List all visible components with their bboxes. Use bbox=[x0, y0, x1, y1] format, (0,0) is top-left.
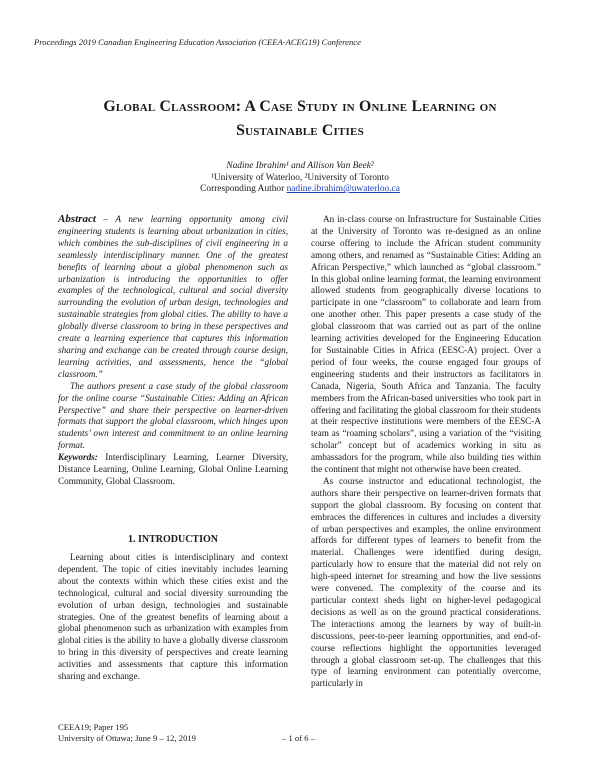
proceedings-header: Proceedings 2019 Canadian Engineering Education Association (CEEA-ACEG19) Conference bbox=[34, 37, 361, 47]
title-line-1: Global Classroom: A Case Study in Online Learning on bbox=[103, 98, 497, 115]
page-footer bbox=[58, 722, 542, 744]
keywords-text: Interdisciplinary Learning, Learner Diversity, Distance Learning, Online Learning, Global Online Learning Community, Global Classroom. bbox=[58, 452, 288, 486]
abstract-paragraph-1: – A new learning opportunity among civil engineering students is learning about urbanization in cities, which combines the sub-disciplines of civil engineering in a seamlessly interdisciplinary manner. One of the greatest benefits of learning about a global phenomenon such as urbanization is introducing the opportunities to offer examples of the technological, cultural and social diversity surrounding the evolution of urban design, technologies and sustainable strategies from global cities. The ability to have a globally diverse classroom to bring in these perspectives and create a learning experience that captures this information sharing and exchange can be created through course design, learning activities, and assessments, hence the “global classroom.” bbox=[58, 214, 288, 379]
right-paragraph-2: As course instructor and educational technologist, the authors share their perspective on learner-driven formats that support the global classroom. By focusing on content that embraces the differences in cultures and includes a diversity of urban perspectives and examples, the online environment affords for different types of learners to benefit from the material. Challenges were identified during design, particularly how to ensure that the material did not rely on high-speed internet for streaming and how the live sessions were convened. The complexity of the course and its particular context sheds light on higher-level pedagogical decisions as well as on the ground practical considerations. The interactions among the learners by way of built-in discussions, peer-to-peer learning opportunities, and end-of-course reflections highlight the opportunities leveraged through a global classroom set-up. The challenges that this type of learning environment can potentially overcome, particularly in bbox=[311, 475, 541, 689]
author-affiliations: ¹University of Waterloo, ²University of Toronto bbox=[211, 172, 389, 183]
author-names: Nadine Ibrahim¹ and Allison Van Beek² bbox=[226, 161, 374, 171]
abstract-label: Abstract bbox=[58, 213, 96, 225]
section-heading-introduction: 1. INTRODUCTION bbox=[127, 534, 218, 545]
right-paragraph-1: An in-class course on Infrastructure for Sustainable Cities at the University of Toronto was re-designed as an online course offering to include the African student community among others, and renamed as “Sustainable Cities: Adding an African Perspective,” which launched as “global classroom.” In this global online learning format, the learning environment allowed students from geographically diverse locations to participate in one “classroom” to collaborate and learn from one another other. This paper presents a case study of the global classroom that was carried out as part of the online learning activities developed for the Engineering Education for Sustainable Cities in Africa (EESC-A) project. Over a period of four weeks, the course engaged four groups of engineering students and their instructors as facilitators in Canada, Nigeria, South Africa and Tanzania. The faculty members from the African-based universities who took part in offering and facilitating the global classroom for their students at their respective institutions were members of the EESC-A team as “roaming scholars”, using a variation of the “visiting scholar” concept but of academics working in situ as ambassadors for the program, while also building ties within the continent that might not otherwise have been created. bbox=[311, 214, 541, 475]
footer-paper-id: CEEA19; Paper 195 bbox=[58, 722, 129, 732]
paper-title bbox=[40, 95, 560, 143]
corresponding-label: Corresponding Author bbox=[200, 184, 285, 195]
abstract-section bbox=[58, 214, 288, 452]
introduction-paragraph-1: Learning about cities is interdisciplinary and context dependent. The topic of cities inevitably includes learning about the contexts within which these cities exist and the technological, cultural and social diversity surrounding the evolution of urban design, technologies and sustainable strategies. One of the greatest benefits of learning about a global phenomenon such as urbanization with examples from global cities is the ability to have a globally diverse classroom to bring in this diversity of perspectives and create learning activities and assessments that capture this information sharing and exchange. bbox=[58, 552, 288, 682]
introduction-section bbox=[58, 552, 288, 683]
abstract-paragraph-2: The authors present a case study of the global classroom for the online course “Sustainable Cities: Adding an African Perspective” and share their perspective on learner-driven formats that support the global classroom, which hinges upon students’ own interest and commitment to an online learning format. bbox=[58, 380, 288, 451]
footer-venue: University of Ottawa; June 9 – 12, 2019 bbox=[58, 733, 196, 743]
right-column bbox=[311, 214, 541, 690]
title-line-2: Sustainable Cities bbox=[236, 122, 364, 139]
email-link[interactable]: nadine.ibrahim@uwaterloo.ca bbox=[286, 184, 400, 195]
corresponding-author bbox=[0, 184, 600, 196]
page-number: – 1 of 6 – bbox=[282, 733, 315, 743]
keywords-section bbox=[58, 452, 288, 488]
keywords-label: Keywords: bbox=[58, 452, 98, 462]
author-block bbox=[0, 161, 600, 196]
